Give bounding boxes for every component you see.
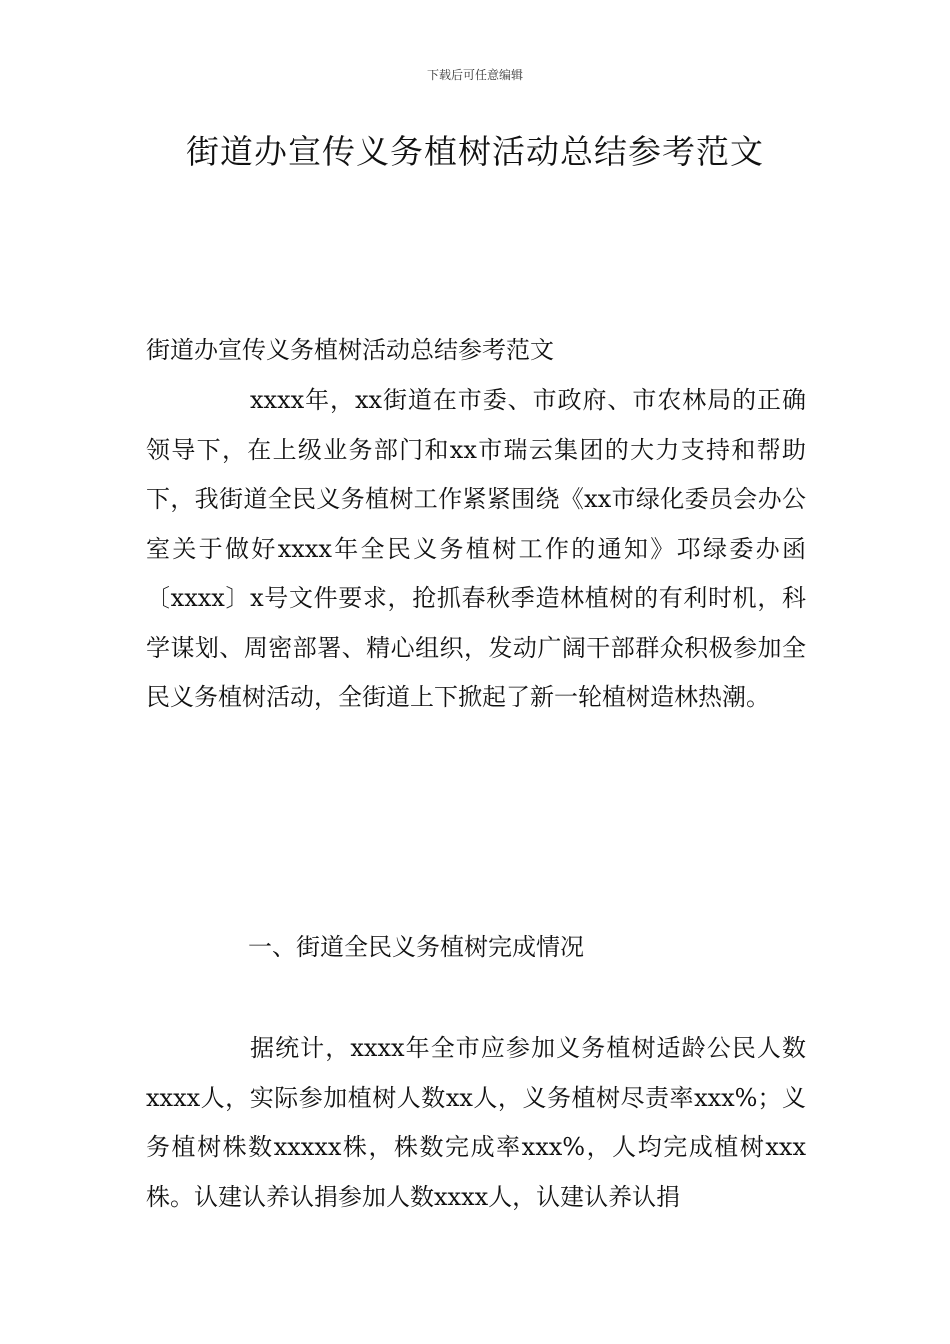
document-subtitle: 街道办宣传义务植树活动总结参考范文 [146,336,554,364]
intro-paragraph: xxxx年，xx街道在市委、市政府、市农林局的正确领导下，在上级业务部门和xx市瑞云集团的大力支持和帮助下，我街道全民义务植树工作紧紧围绕《xx市绿化委员会办公室关于做好xxxx年全民义务植树工作的通知》邛绿委办函〔xxxx〕x号文件要求，抢抓春秋季造林植树的有利时机，科学谋划、周密部署、精心组织，发动广阔干部群众积极参加全民义务植树活动，全街道上下掀起了新一轮植树造林热潮。 [146,386,806,711]
header-note: 下载后可任意编辑 [426,68,523,82]
statistics-paragraph: 据统计，xxxx年全市应参加义务植树适龄公民人数xxxx人，实际参加植树人数xx人，义务植树尽责率xxx%；义务植树株数xxxxx株，株数完成率xxx%，人均完成植树xxx株。认建认养认捐参加人数xxxx人，认建认养认捐 [146,1034,806,1211]
document-title: 街道办宣传义务植树活动总结参考范文 [186,132,764,171]
section-heading: 一、街道全民义务植树完成情况 [248,933,584,961]
